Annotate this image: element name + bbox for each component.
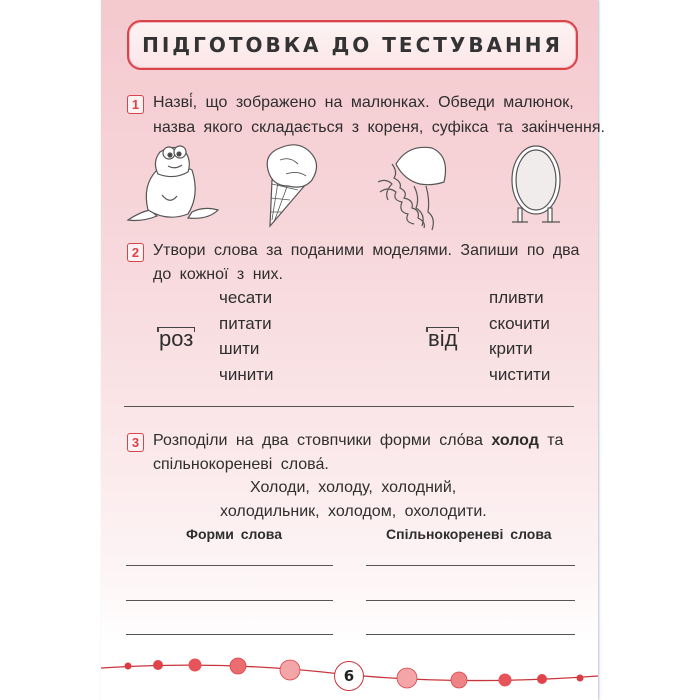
- task3-text-end: та: [538, 432, 564, 449]
- task1-instruction-line1: Назві́, що зображено на малюнках. Обведи малюнок,: [153, 94, 574, 111]
- column-header-cognates: Спільнокореневі слова: [386, 526, 552, 542]
- word-item: чистити: [489, 364, 551, 384]
- prefix-model-vid: [426, 326, 459, 352]
- task2-instruction-line2: до кожної з них.: [153, 266, 283, 283]
- word-list-roz: [219, 285, 274, 387]
- prefix-model-roz: [157, 326, 195, 352]
- page-title: ПІДГОТОВКА ДО ТЕСТУВАННЯ: [142, 33, 563, 57]
- task3-text-start: Розподіли на два стовпчики форми сло́ва: [153, 432, 492, 449]
- word-item: скочити: [489, 313, 550, 333]
- jellyfish-icon[interactable]: [374, 142, 454, 232]
- answer-line-forms-1[interactable]: [126, 565, 333, 566]
- task3-instruction-line1: [153, 432, 563, 450]
- task-number-1: 1: [127, 95, 144, 114]
- task-number-2: 2: [127, 243, 144, 262]
- answer-line-cognates-3[interactable]: [366, 634, 575, 635]
- column-header-word-forms: Форми слова: [186, 526, 282, 542]
- answer-line-task2[interactable]: [124, 406, 574, 407]
- mirror-icon[interactable]: [508, 142, 564, 228]
- page-number: 6: [334, 661, 364, 691]
- answer-line-forms-3[interactable]: [126, 634, 333, 635]
- word-item: чинити: [219, 364, 274, 384]
- task3-words-line1: Холоди, холоду, холодний,: [250, 479, 457, 496]
- word-list-vid: [489, 285, 550, 387]
- prefix-roz: роз: [159, 326, 194, 351]
- answer-line-cognates-1[interactable]: [366, 565, 575, 566]
- section-title-box: [127, 20, 578, 70]
- task3-keyword: холод: [491, 432, 539, 449]
- word-item: пливти: [489, 288, 544, 307]
- word-item: питати: [219, 313, 272, 333]
- word-item: чесати: [219, 288, 273, 307]
- frog-icon[interactable]: [122, 140, 222, 225]
- answer-line-cognates-2[interactable]: [366, 600, 575, 601]
- word-item: шити: [219, 339, 260, 358]
- word-item: крити: [489, 339, 533, 358]
- task-number-3: 3: [127, 433, 144, 452]
- answer-line-forms-2[interactable]: [126, 600, 333, 601]
- prefix-vid: від: [428, 326, 458, 351]
- task1-instruction-line2: назва якого складається з кореня, суфікса та закінчення.: [153, 119, 605, 136]
- task3-instruction-line2: спільнокореневі слова́.: [153, 456, 329, 473]
- task2-instruction-line1: Утвори слова за поданими моделями. Запиши по два: [153, 242, 580, 259]
- ice-cream-icon[interactable]: [258, 140, 328, 230]
- task3-words-line2: холодильник, холодом, охолодити.: [220, 503, 487, 520]
